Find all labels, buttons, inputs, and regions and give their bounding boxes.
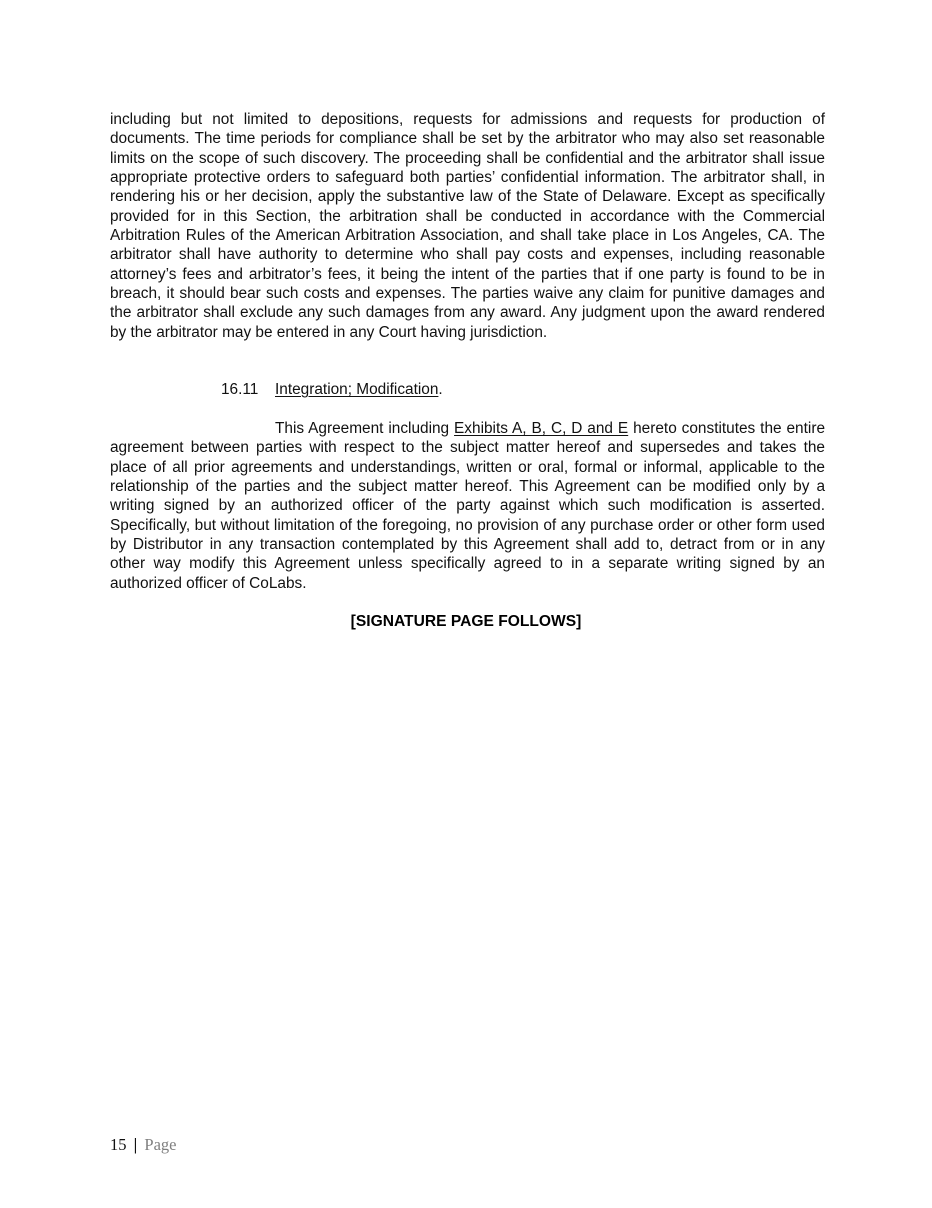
integration-intro: This Agreement including [275,420,455,437]
page-label: Page [144,1135,177,1154]
integration-body: hereto constitutes the entire agreement between parties with respect to the subject matter hereof and supersedes and takes the place of all prior agreements and understandings, written or oral, formal or informal, applicable to the relationship of the parties and the subject matter hereof. This Agreement can be modified only by a writing signed by an authorized officer of the party against which such modification is asserted. Specifically, but without limitation of the foregoing, no provision of any purchase order or other form used by Distributor in any transaction contemplated by this Agreement shall add to, detract from or in any other way modify this Agreement unless specifically agreed to in a separate writing signed by an authorized officer of CoLabs. [110,420,825,592]
signature-page-follows: [SIGNATURE PAGE FOLLOWS] [350,613,582,630]
footer-separator: | [133,1135,138,1154]
arbitration-paragraph: including but not limited to depositions, requests for admissions and requests for production of documents. The time periods for compliance shall be set by the arbitrator who may also set reasonable limits on the scope of such discovery. The proceeding shall be confidential and the arbitrator shall issue appropriate protective orders to safeguard both parties’ confidential information. The arbitrator shall, in rendering his or her decision, apply the substantive law of the State of Delaware. Except as specifically provided for in this Section, the arbitration shall be conducted in accordance with the Commercial Arbitration Rules of the American Arbitration Association, and shall take place in Los Angeles, CA. The arbitrator shall have authority to determine who shall pay costs and expenses, including reasonable attorney’s fees and arbitrator’s fees, it being the intent of the parties that if one party is found to be in breach, it should bear such costs and expenses. The parties waive any claim for punitive damages and the arbitrator shall exclude any such damages from any award. Any judgment upon the award rendered by the arbitrator may be entered in any Court having jurisdiction. [110,111,825,341]
section-title-period: . [438,381,443,398]
exhibits-reference: Exhibits A, B, C, D and E [454,420,629,437]
page-number: 15 [110,1135,127,1154]
section-title: Integration; Modification [275,381,439,398]
page-footer [110,1135,176,1155]
section-heading [221,380,443,399]
integration-paragraph [110,419,825,593]
section-number: 16.11 [221,381,259,398]
